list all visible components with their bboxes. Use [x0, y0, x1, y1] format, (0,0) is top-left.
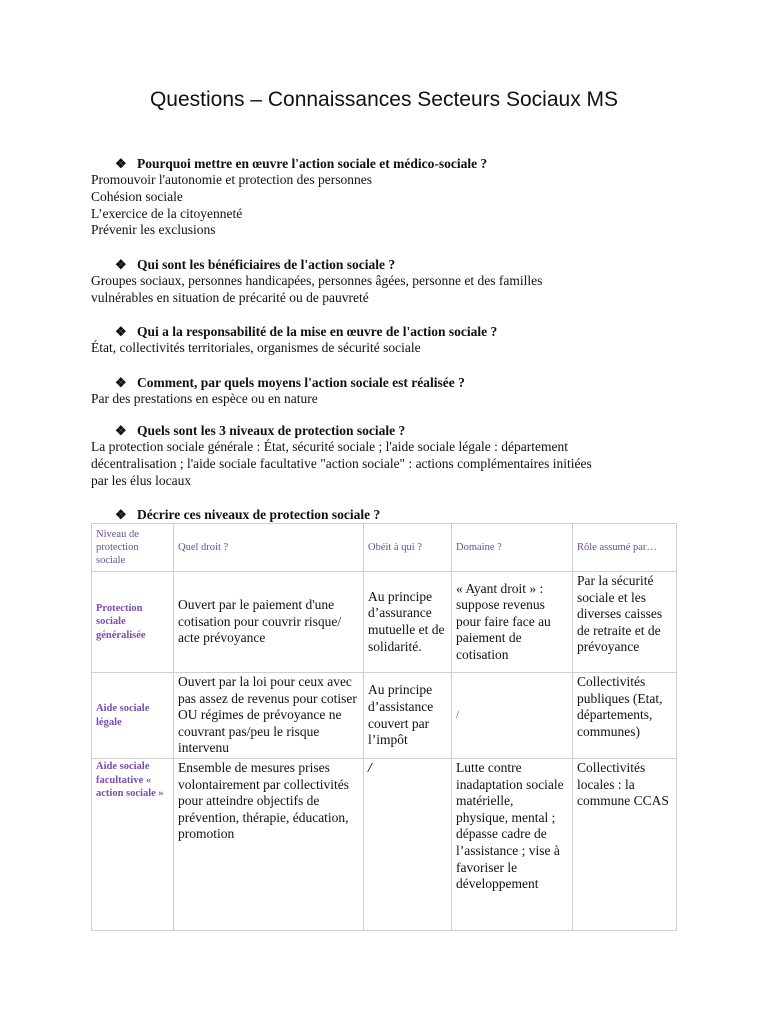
section-beneficiaires — [91, 257, 681, 307]
question-heading — [91, 507, 681, 523]
answer-block — [91, 172, 681, 239]
question-text: Qui sont les bénéficiaires de l'action sociale ? — [137, 257, 396, 272]
answer-block — [91, 439, 681, 489]
diamond-bullet-icon: ❖ — [115, 507, 127, 522]
page-title: Questions – Connaissances Secteurs Sociaux MS — [149, 88, 619, 111]
table-row — [92, 759, 677, 931]
diamond-bullet-icon: ❖ — [115, 423, 127, 438]
question-heading — [91, 324, 681, 340]
cell-droit: Ensemble de mesures prises volontairement par collectivités pour atteindre objectifs de prévention, thérapie, éducation, promotion — [174, 759, 364, 931]
section-trois-niveaux — [91, 423, 681, 489]
cell-obeit: / — [364, 759, 452, 931]
answer-line: décentralisation ; l'aide sociale facultative "action sociale" : actions complémentaires initiées — [91, 455, 592, 471]
table-row — [92, 673, 677, 759]
diamond-bullet-icon: ❖ — [115, 375, 127, 390]
header-cell: Quel droit ? — [174, 524, 364, 572]
header-cell: Domaine ? — [452, 524, 573, 572]
answer-line: Prévenir les exclusions — [91, 222, 216, 238]
answer-block — [91, 391, 681, 408]
row-level-label: Aide sociale facultative « action sociale » — [92, 759, 174, 931]
question-heading — [91, 257, 681, 273]
header-cell: Rôle assumé par… — [573, 524, 677, 572]
answer-line: par les élus locaux — [91, 472, 192, 488]
cell-domaine: « Ayant droit » : suppose revenus pour faire face au paiement de cotisation — [452, 572, 573, 673]
answer-line: Par des prestations en espèce ou en nature — [91, 391, 318, 406]
question-text: Décrire ces niveaux de protection sociale ? — [137, 507, 381, 522]
diamond-bullet-icon: ❖ — [115, 257, 127, 272]
cell-droit: Ouvert par la loi pour ceux avec pas assez de revenus pour cotiser OU régimes de prévoyance ne couvrant pas/peu le risque intervenu — [174, 673, 364, 759]
section-moyens — [91, 375, 681, 408]
row-level-label: Protection sociale généralisée — [92, 572, 174, 673]
question-text: Comment, par quels moyens l'action sociale est réalisée ? — [137, 375, 465, 390]
row-level-label: Aide sociale légale — [92, 673, 174, 759]
diamond-bullet-icon: ❖ — [115, 156, 127, 171]
answer-line: L’exercice de la citoyenneté — [91, 205, 243, 221]
answer-line: Promouvoir l'autonomie et protection des personnes — [91, 172, 373, 187]
table-header-row — [92, 524, 677, 572]
diamond-bullet-icon: ❖ — [115, 324, 127, 339]
cell-domaine: / — [452, 673, 573, 759]
table-row — [92, 572, 677, 673]
section-responsabilite — [91, 324, 681, 357]
answer-block — [91, 273, 681, 307]
cell-role: Collectivités locales : la commune CCAS — [573, 759, 677, 931]
question-heading — [91, 156, 681, 172]
cell-droit: Ouvert par le paiement d'une cotisation pour couvrir risque/ acte prévoyance — [174, 572, 364, 673]
answer-block — [91, 340, 681, 357]
answer-line: vulnérables en situation de précarité ou de pauvreté — [91, 289, 369, 305]
section-why-action-sociale — [91, 156, 681, 239]
cell-domaine: Lutte contre inadaptation sociale matérielle, physique, mental ; dépasse cadre de l’assistance ; vise à favoriser le développement — [452, 759, 573, 931]
answer-line: La protection sociale générale : État, sécurité sociale ; l'aide sociale légale : département — [91, 439, 568, 454]
cell-obeit: Au principe d’assistance couvert par l’impôt — [364, 673, 452, 759]
question-text: Pourquoi mettre en œuvre l'action sociale et médico-sociale ? — [137, 156, 488, 171]
answer-line: Groupes sociaux, personnes handicapées, personnes âgées, personne et des familles — [91, 273, 543, 288]
answer-line: Cohésion sociale — [91, 188, 183, 204]
cell-role: Collectivités publiques (Etat, départements, communes) — [573, 673, 677, 759]
answer-line: État, collectivités territoriales, organismes de sécurité sociale — [91, 340, 421, 355]
protection-levels-table — [91, 523, 677, 931]
question-heading — [91, 375, 681, 391]
cell-obeit: Au principe d’assurance mutuelle et de solidarité. — [364, 572, 452, 673]
question-text: Qui a la responsabilité de la mise en œuvre de l'action sociale ? — [137, 324, 498, 339]
section-decrire-niveaux — [91, 507, 681, 523]
cell-role: Par la sécurité sociale et les diverses caisses de retraite et de prévoyance — [573, 572, 677, 673]
header-cell: Niveau de protection sociale — [92, 524, 174, 572]
question-text: Quels sont les 3 niveaux de protection sociale ? — [137, 423, 406, 438]
header-cell: Obéit à qui ? — [364, 524, 452, 572]
question-heading — [91, 423, 681, 439]
